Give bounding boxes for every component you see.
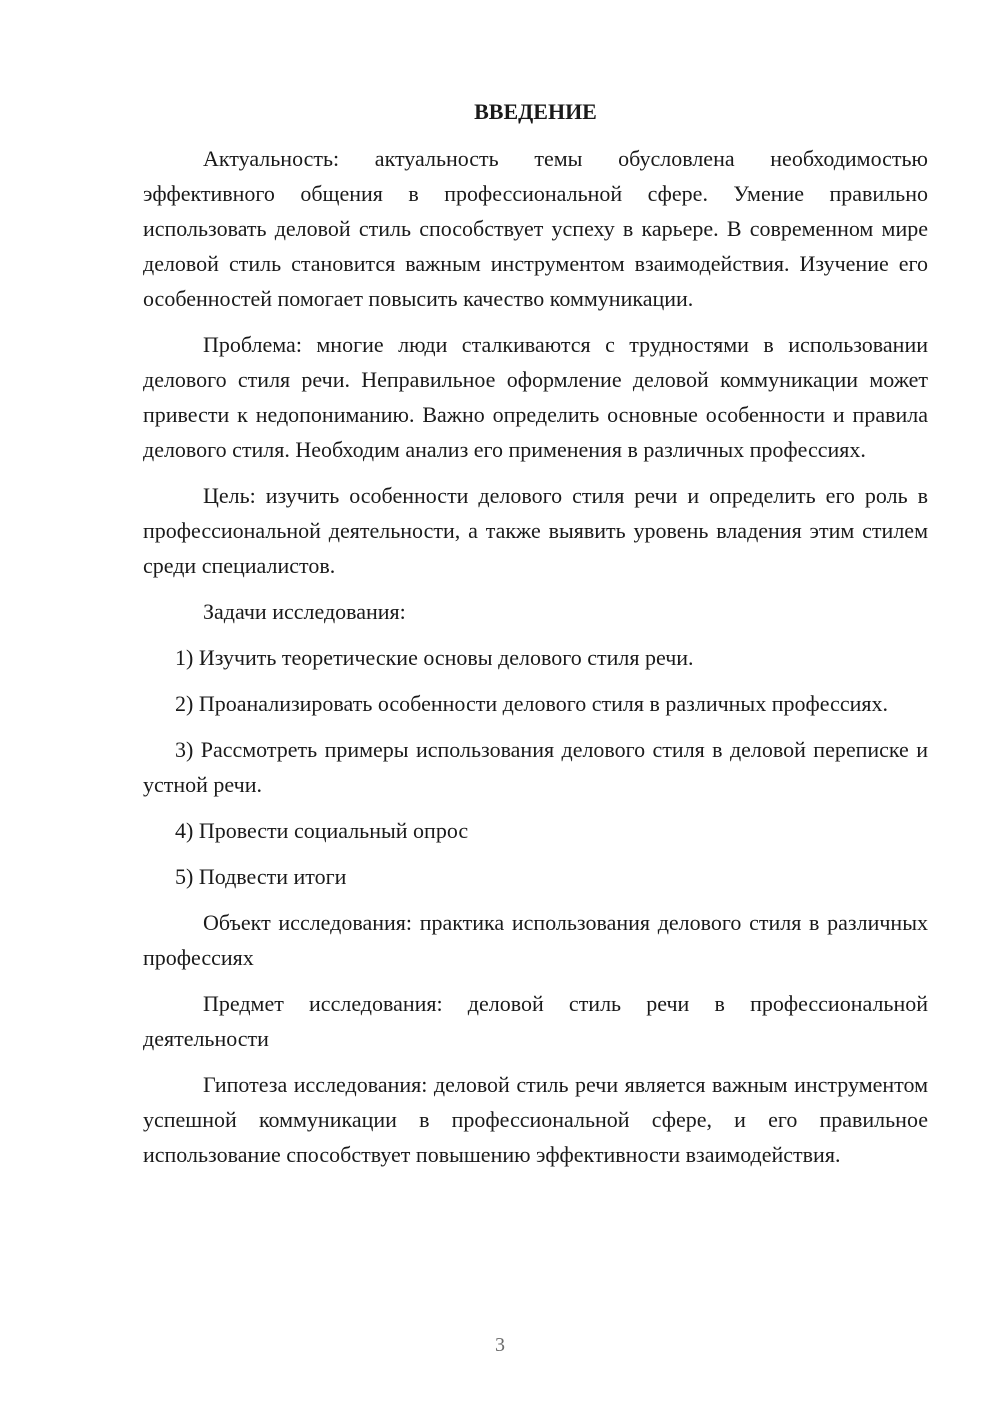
task-item-1: 1) Изучить теоретические основы делового стиля речи. bbox=[175, 645, 694, 670]
paragraph-object: Объект исследования: практика использования делового стиля в различных профессиях bbox=[143, 910, 928, 970]
paragraph-relevance: Актуальность: актуальность темы обусловлена необходимостью эффективного общения в профессиональной сфере. Умение правильно использовать деловой стиль способствует успеху в карьере. В современном мире деловой стиль становится важным инструментом взаимодействия. Изучение его особенностей помогает повысить качество коммуникации. bbox=[143, 146, 928, 311]
page-title: ВВЕДЕНИЕ bbox=[474, 99, 597, 124]
paragraph-goal: Цель: изучить особенности делового стиля речи и определить его роль в профессиональной деятельности, а также выявить уровень владения этим стилем среди специалистов. bbox=[143, 483, 928, 578]
paragraph-problem: Проблема: многие люди сталкиваются с трудностями в использовании делового стиля речи. Неправильное оформление деловой коммуникации может привести к недопониманию. Важно определить основные особенности и правила делового стиля. Необходим анализ его применения в различных профессиях. bbox=[143, 332, 928, 462]
task-item-3: 3) Рассмотреть примеры использования делового стиля в деловой переписке и устной речи. bbox=[143, 737, 928, 797]
page-number: 3 bbox=[495, 1334, 505, 1356]
paragraph-hypothesis: Гипотеза исследования: деловой стиль речи является важным инструментом успешной коммуникации в профессиональной сфере, и его правильное использование способствует повышению эффективности взаимодействия. bbox=[143, 1072, 928, 1167]
document-body bbox=[143, 94, 928, 1183]
paragraph-tasks-heading: Задачи исследования: bbox=[203, 599, 406, 624]
task-item-2: 2) Проанализировать особенности делового стиля в различных профессиях. bbox=[175, 691, 888, 716]
paragraph-subject: Предмет исследования: деловой стиль речи в профессиональной деятельности bbox=[143, 991, 928, 1051]
task-item-5: 5) Подвести итоги bbox=[175, 864, 347, 889]
task-item-4: 4) Провести социальный опрос bbox=[175, 818, 469, 843]
